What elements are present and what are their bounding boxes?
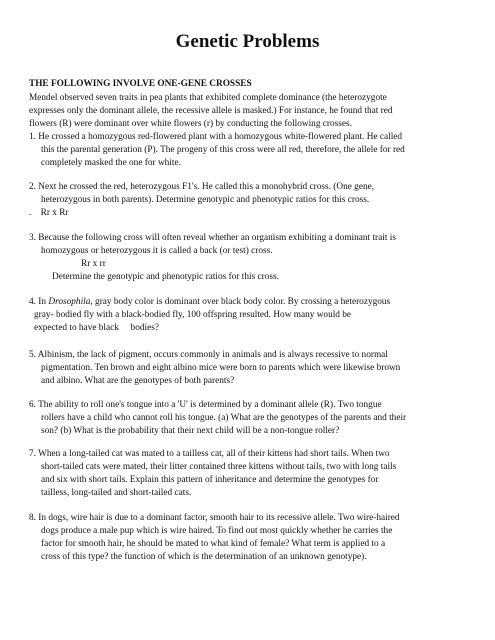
question-8-line: dogs produce a male pup which is wire haired. To find out most quickly whether he carries the [41, 526, 393, 536]
question-8-line: 8. In dogs, wire hair is due to a dominant factor, smooth hair to its recessive allele. Two wire-haired [29, 513, 400, 523]
question-1 [29, 131, 484, 170]
question-4-start: 4. In [29, 297, 49, 307]
question-3-line: homozygous or heterozygous it is called a back (or test) cross. [41, 246, 273, 256]
section-heading: THE FOLLOWING INVOLVE ONE-GENE CROSSES [29, 79, 252, 89]
question-4 [29, 296, 484, 335]
question-4-line: expected to have black bodies? [34, 323, 159, 333]
question-2 [29, 181, 484, 220]
question-6-line: son? (b) What is the probability that their next child will be a non-tongue roller? [41, 426, 340, 436]
intro-line: Mendel observed seven traits in pea plants that exhibited complete dominance (the heterozygote [29, 93, 387, 103]
question-1-line: this the parental generation (P). The progeny of this cross were all red, therefore, the allele for red [41, 145, 405, 155]
question-3-cross: Rr x rr [81, 259, 106, 269]
question-8 [29, 512, 484, 564]
question-5 [29, 349, 484, 388]
intro-line: flowers (R) were dominant over white flowers (r) by conducting the following crosses. [29, 119, 352, 129]
question-7-line: 7. When a long-tailed cat was mated to a tailless cat, all of their kittens had short tails. When two [29, 449, 390, 459]
question-5-line: and albino. What are the genotypes of both parents? [41, 376, 235, 386]
question-8-line: cross of this type? the function of which is the determination of an unknown genotype). [41, 552, 367, 562]
question-2-line: 2. Next he crossed the red, heterozygous F1's. He called this a monohybrid cross. (One gene, [29, 182, 375, 192]
question-5-line: pigmentation. Ten brown and eight albino mice were born to parents which were likewise brown [41, 363, 401, 373]
question-8-line: factor for smooth hair, he should be mated to what kind of female? What term is applied to a [41, 539, 386, 549]
question-1-line: completely masked the one for white. [41, 158, 181, 168]
question-7-line: short-tailed cats were mated, their litter contained three kittens without tails, two with long tails [41, 462, 397, 472]
question-2-cross: . Rr x Rr [29, 208, 69, 218]
question-3 [29, 232, 484, 284]
question-4-rest: , gray body color is dominant over black body color. By crossing a heterozygous [90, 297, 391, 307]
question-6-line: 6. The ability to roll one's tongue into a 'U' is determined by a dominant allele (R). Two tongue [29, 400, 382, 410]
intro-paragraph [29, 92, 484, 131]
question-6 [29, 399, 484, 438]
question-2-line: heterozygous in both parents). Determine genotypic and phenotypic ratios for this cross. [41, 195, 370, 205]
question-3-line: 3. Because the following cross will often reveal whether an organism exhibiting a dominant trait is [29, 233, 396, 243]
question-4-line: gray- bodied fly with a black-bodied fly, 100 offspring resulted. How many would be [34, 310, 352, 320]
question-7 [29, 448, 484, 500]
question-1-line: 1. He crossed a homozygous red-flowered plant with a homozygous white-flowered plant. He called [29, 132, 403, 142]
question-7-line: tailless, long-tailed and short-tailed cats. [41, 488, 192, 498]
page-title: Genetic Problems [175, 31, 320, 52]
intro-line: expresses only the dominant allele, the recessive allele is masked.) For instance, he found that red [29, 106, 393, 116]
species-name: Drosophila [48, 297, 91, 307]
question-7-line: and six with short tails. Explain this pattern of inheritance and determine the genotypes for [41, 475, 379, 485]
question-4-line [29, 296, 484, 309]
question-6-line: rollers have a child who cannot roll his tongue. (a) What are the genotypes of the parents and their [41, 413, 407, 423]
question-3-line: Determine the genotypic and phenotypic ratios for this cross. [52, 272, 279, 282]
question-5-line: 5. Albinism, the lack of pigment, occurs commonly in animals and is always recessive to normal [29, 350, 388, 360]
